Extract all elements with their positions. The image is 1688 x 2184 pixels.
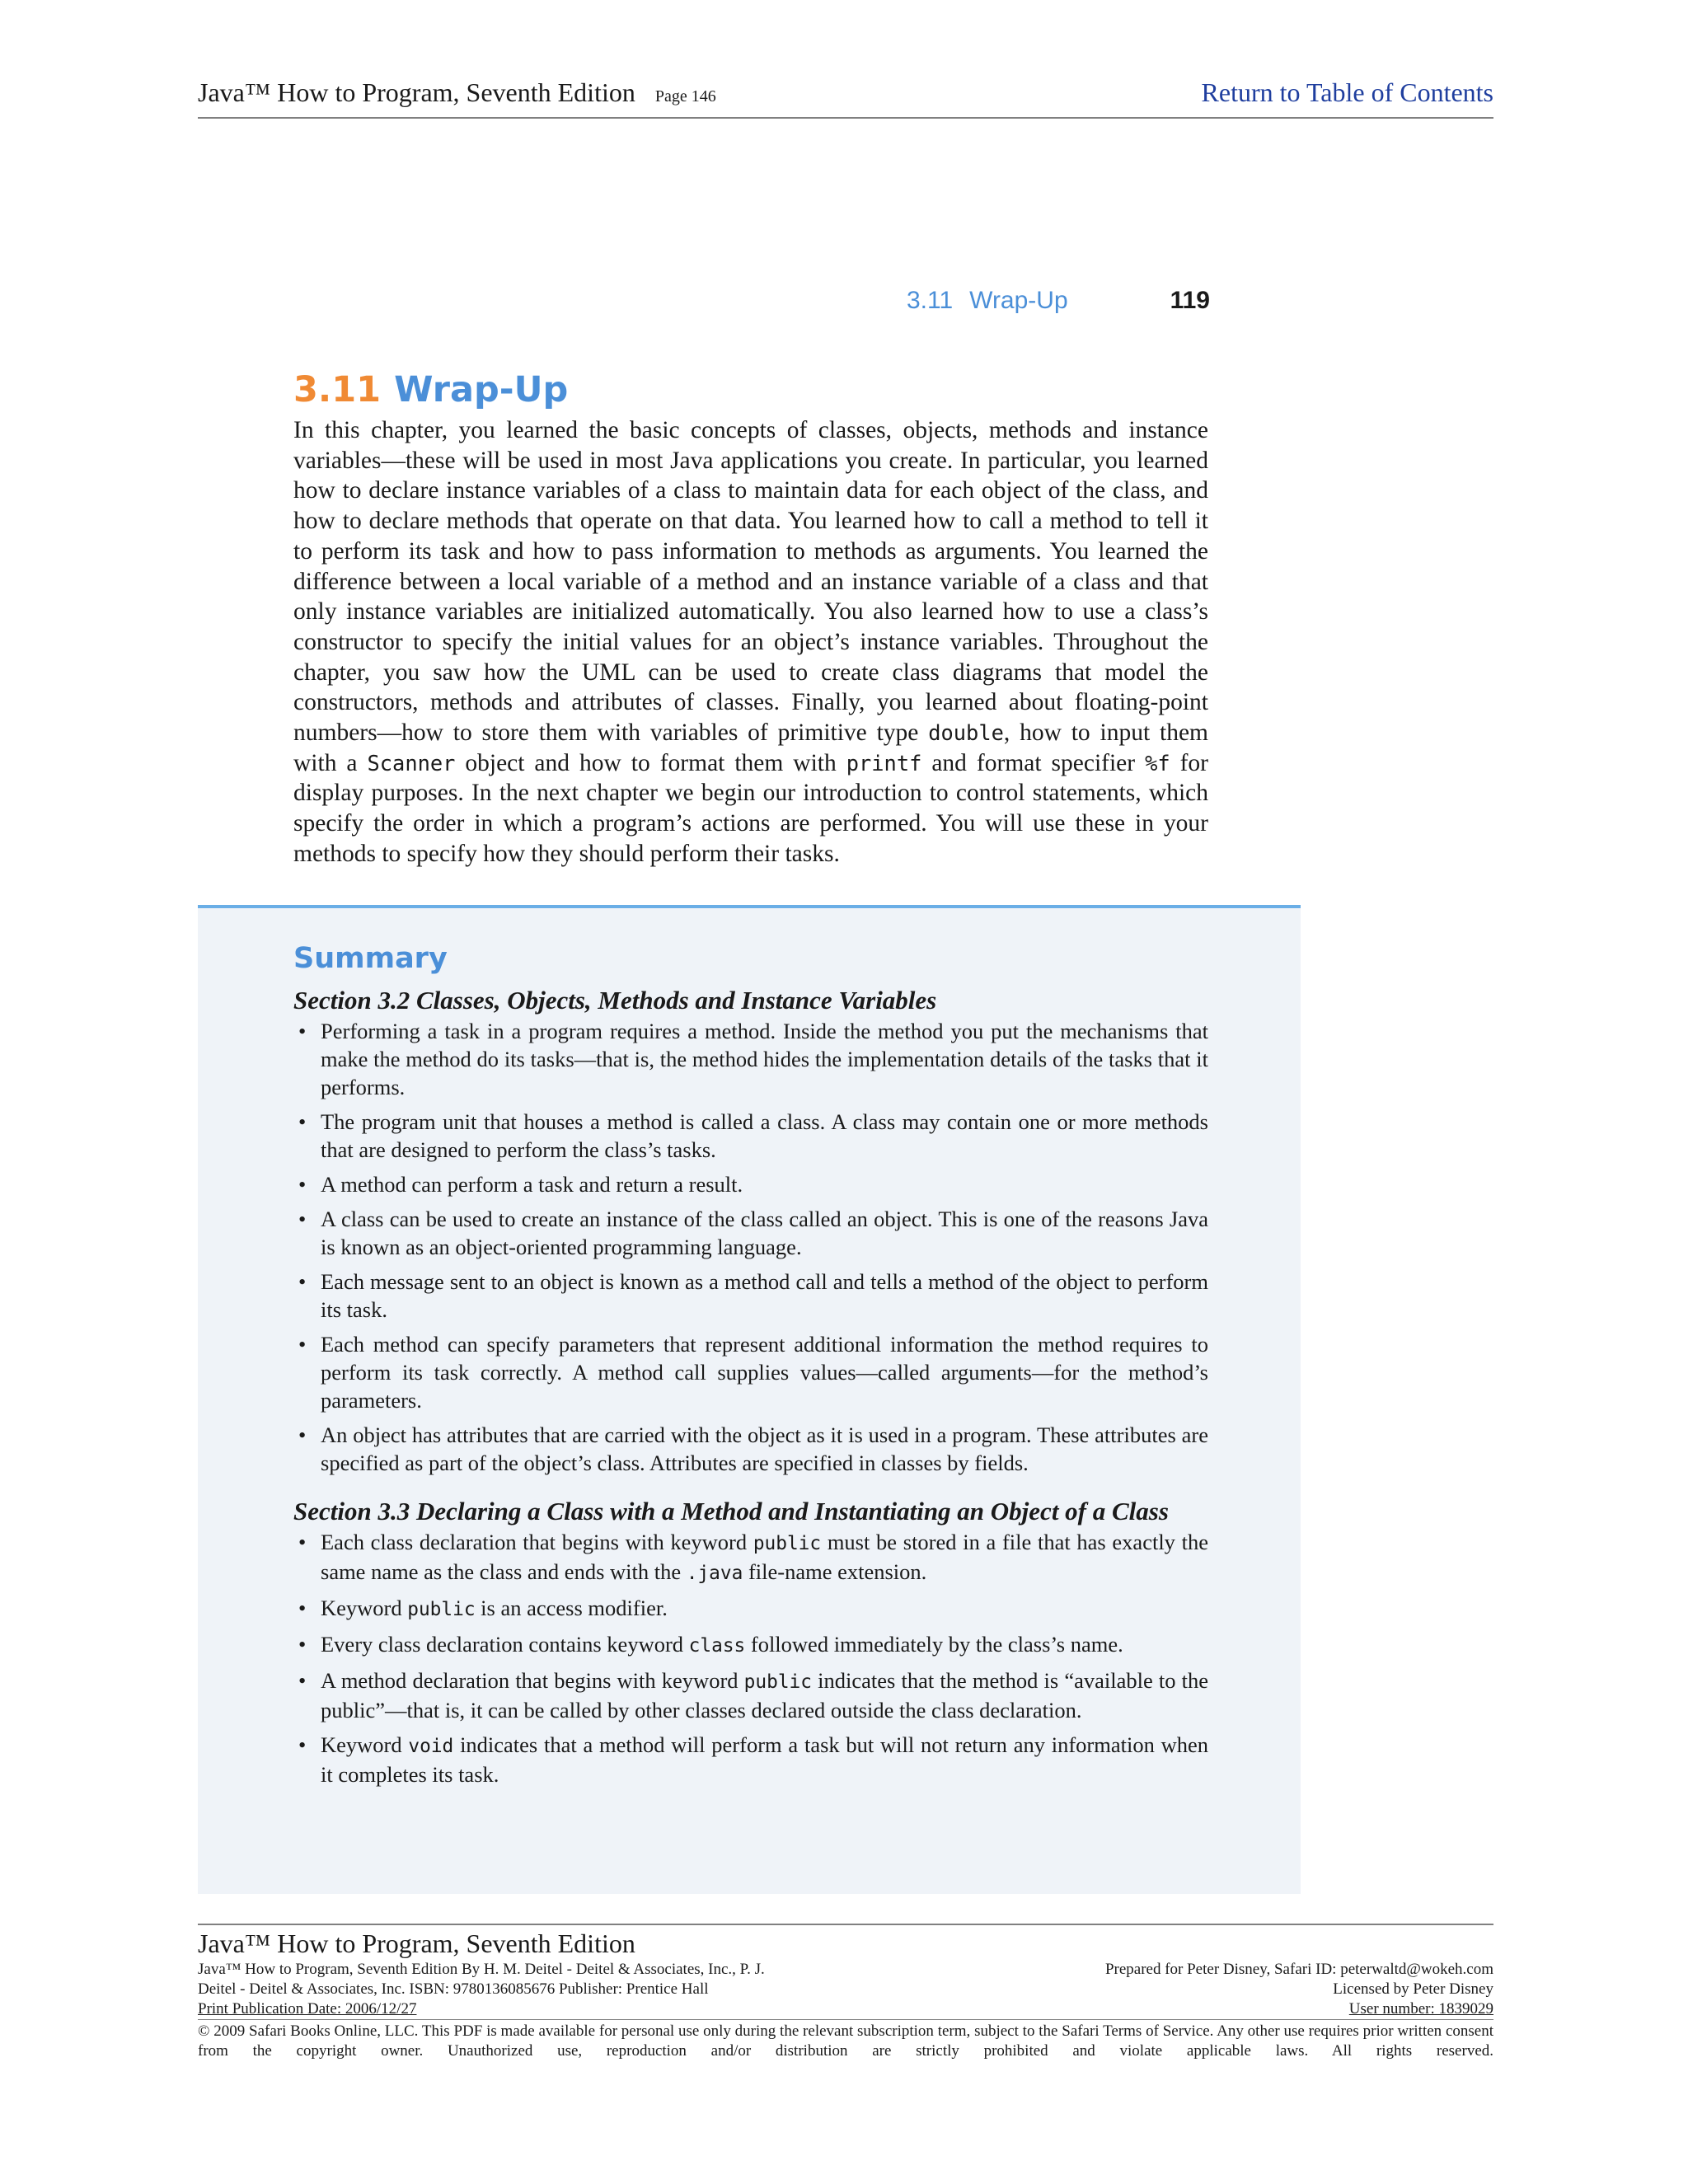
bullet-text: indicates that a method will perform a task but will not return any information when it completes its task. [321,1732,1209,1787]
summary-bullet [293,1594,1208,1624]
summary-bullet-list [293,1017,1208,1477]
footer-info [198,1960,1493,2020]
body-text-5: for display purposes. In the next chapter we begin our introduction to control statements, which specify the order in which a program’s actions are performed. You will use these in your methods to specify how they should perform their tasks. [293,749,1209,867]
code-printf: printf [846,750,922,776]
bullet-text: must be stored in a file that has exactly the same name as the class and ends with the [321,1530,1209,1584]
summary-bullet [293,1731,1208,1788]
code-public: public [743,1671,812,1693]
code-percent-f: %f [1145,750,1170,776]
footer-publication-info [198,1960,890,2019]
summary-bullet: • A class can be used to create an instance of the class called an object. This is one of the reasons Java is known as an object-oriented programming language. [293,1205,1208,1261]
body-text-3: object and how to format them with [465,749,837,776]
header-page-label: Page 146 [654,87,716,105]
code-java-extension: .java [686,1563,743,1584]
summary-content [293,984,1208,1795]
summary-bullet [293,1630,1208,1660]
summary-bullet: • Each method can specify parameters that represent additional information the method requires to perform its task correctly. A method call supplies values—called arguments—for the method’s parameters. [293,1330,1208,1414]
footer-book-title: Java™ How to Program, Seventh Edition [198,1929,635,1958]
code-scanner: Scanner [367,750,456,776]
wrap-up-paragraph [293,415,1208,869]
summary-bullet: • Performing a task in a program requires a method. Inside the method you put the mechanisms that make the method do its tasks—that is, the method hides the implementation details of the tasks that it performs. [293,1017,1208,1101]
footer-copyright: © 2009 Safari Books Online, LLC. This PDF is made available for personal use only during the relevant subscription term, subject to the Safari Terms of Service. Any other use requires prior written consent from the copyright owner. Unauthorized use, reproduction and/or distribution are strictly prohibited and violate applicable laws. All rights reserved. [198,2022,1493,2060]
bullet-text: is an access modifier. [481,1596,668,1620]
body-text-2: , how to input them with a [293,719,1209,776]
footer-authors: Java™ How to Program, Seventh Edition By H. M. Deitel - Deitel & Associates, Inc., P. J. [198,1961,765,1978]
bullet-text: Keyword [321,1732,402,1757]
summary-bullet: • A method can perform a task and return a result. [293,1170,1208,1198]
page-header [198,76,1493,119]
running-head-section: 3.11 [907,287,954,314]
summary-bullet-list [293,1528,1208,1788]
bullet-text: followed immediately by the class’s name. [750,1632,1123,1657]
section-title: Wrap-Up [394,369,569,410]
code-class: class [688,1635,746,1657]
summary-section-heading: Section 3.2 Classes, Objects, Methods and Instance Variables [293,986,937,1015]
body-text-4: and format specifier [931,749,1136,776]
header-book-title [198,77,716,108]
summary-box [198,905,1301,1894]
code-public: public [753,1533,822,1554]
bullet-text: file-name extension. [748,1559,927,1584]
footer-user-number: User number: 1839029 [1348,2000,1493,2018]
summary-bullet [293,1528,1208,1587]
section-heading [293,369,568,410]
page-footer [198,1924,1493,2061]
code-void: void [408,1736,454,1757]
return-to-toc-link[interactable]: Return to Table of Contents [1201,77,1493,107]
bullet-text: Keyword [321,1596,402,1620]
footer-licensed-by: Licensed by Peter Disney [1333,1980,1493,1998]
footer-license-info [1105,1960,1493,2019]
bullet-text: Each class declaration that begins with keyword [321,1530,748,1554]
summary-section-heading: Section 3.3 Declaring a Class with a Method and Instantiating an Object of a Class [293,1497,1169,1526]
footer-isbn: Deitel - Deitel & Associates, Inc. ISBN: 9780136085676 Publisher: Prentice Hall [198,1980,709,1998]
summary-bullet: • Each message sent to an object is known as a method call and tells a method of the object to perform its task. [293,1268,1208,1324]
section-number: 3.11 [293,369,382,410]
summary-bullet: • An object has attributes that are carried with the object as it is used in a program. These attributes are specified as part of the object’s class. Attributes are specified in classes by fields. [293,1421,1208,1477]
code-double: double [928,720,1004,746]
footer-print-date: Print Publication Date: 2006/12/27 [198,2000,417,2018]
footer-prepared-for: Prepared for Peter Disney, Safari ID: peterwaltd@wokeh.com [1104,1961,1493,1978]
summary-bullet: • The program unit that houses a method is called a class. A class may contain one or more methods that are designed to perform the class’s tasks. [293,1108,1208,1164]
header-book-title-text: Java™ How to Program, Seventh Edition [198,77,635,107]
bullet-text: A method declaration that begins with keyword [321,1668,738,1693]
body-text-1: In this chapter, you learned the basic concepts of classes, objects, methods and instance variables—these will be used in most Java applications you create. In particular, you learned how to declare instance variables of a class to maintain data for each object of the class, and how to declare methods that operate on that data. You learned how to call a method to tell it to perform its task and how to pass information to methods as arguments. You learned the difference between a local variable of a method and an instance variable of a class and that only instance variables are initialized automatically. You also learned how to use a class’s constructor to specify the initial values for an object’s instance variables. Throughout the chapter, you saw how the UML can be used to create class diagrams that model the constructors, methods and attributes of classes. Finally, you learned about floating-point numbers—how to store them with variables of primitive type [293,417,1208,747]
running-head [907,287,1210,315]
bullet-text: indicates that the method is “available to the public”—that is, it can be called by other classes declared outside the class declaration. [321,1668,1208,1722]
bullet-text: Every class declaration contains keyword [321,1632,684,1657]
summary-bullet [293,1666,1208,1724]
running-head-page-number: 119 [1170,287,1210,314]
running-head-title: Wrap-Up [969,287,1068,314]
summary-title: Summary [293,942,448,975]
code-public: public [407,1599,476,1620]
